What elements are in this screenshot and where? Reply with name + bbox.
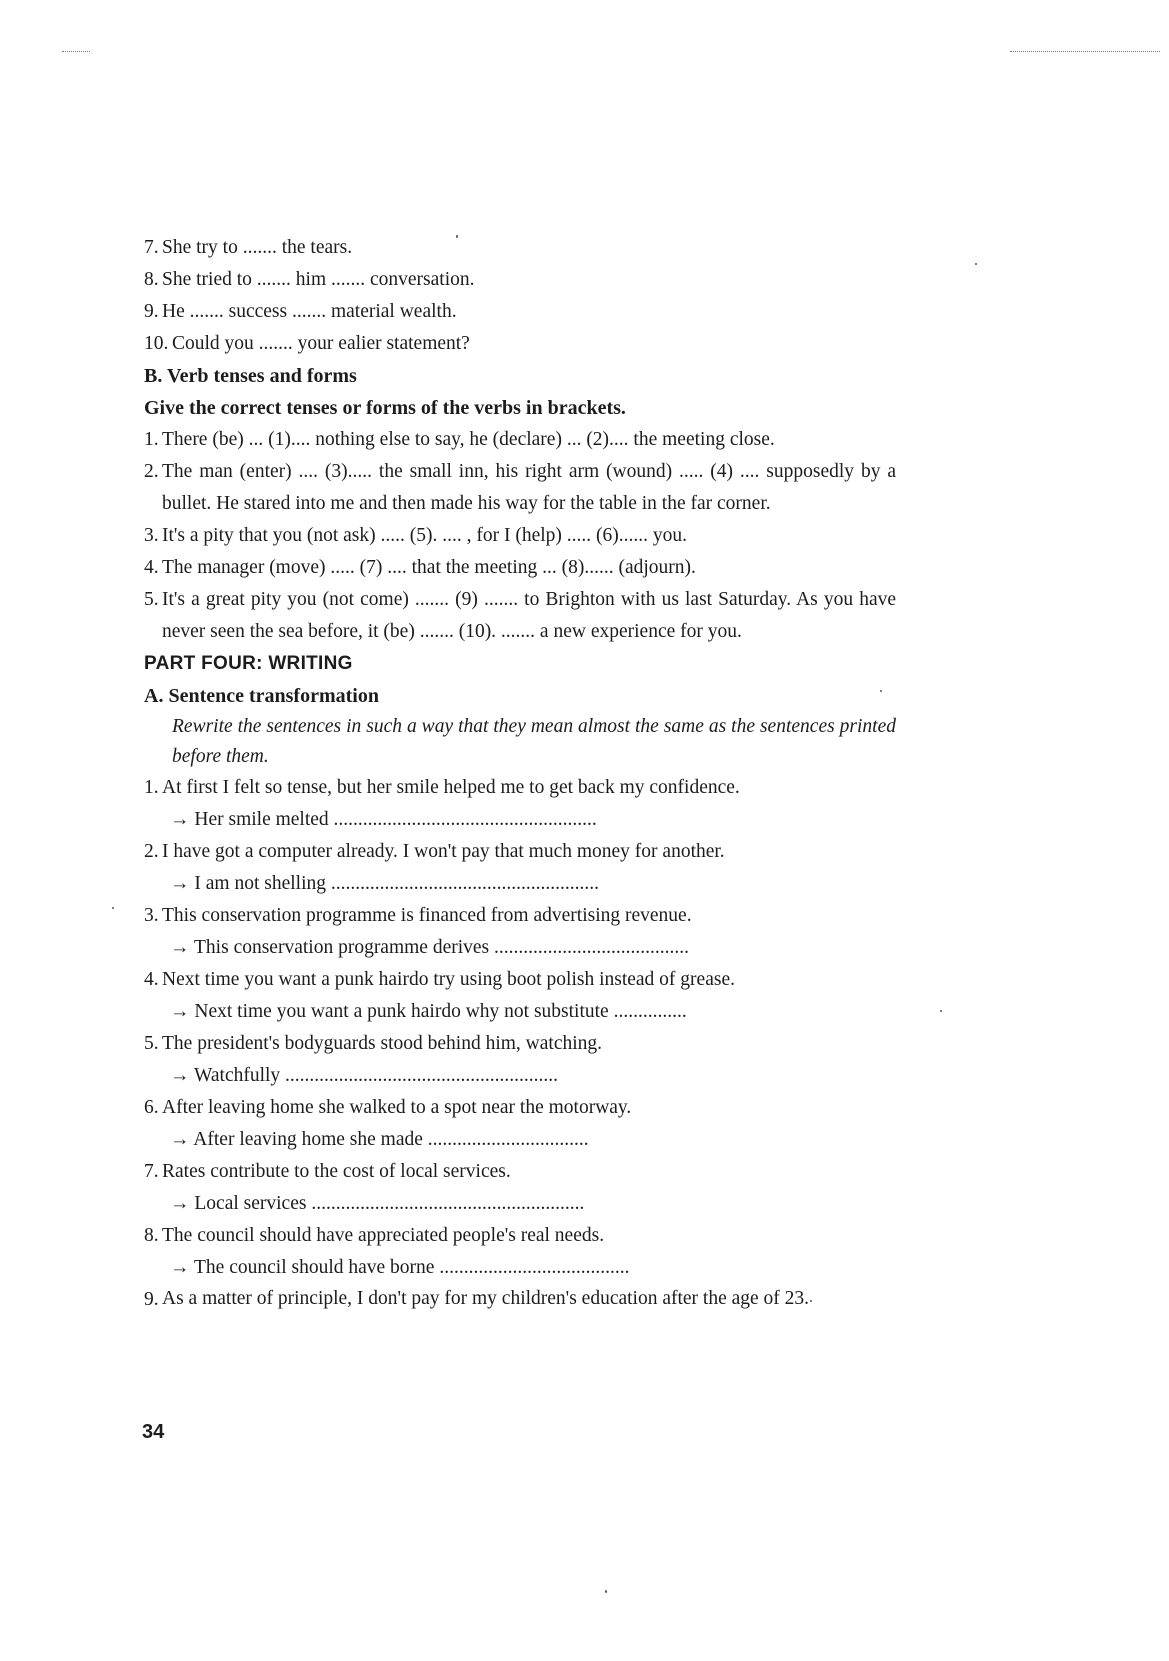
scan-artifact — [112, 907, 114, 909]
list-item: 9. He ....... success ....... material wealth. — [144, 301, 457, 322]
answer-line: → The council should have borne ....................................... — [170, 1257, 630, 1278]
list-item: 1. At first I felt so tense, but her smile helped me to get back my confidence. — [144, 777, 740, 798]
scan-artifact — [940, 1010, 942, 1012]
answer-line: → I am not shelling ....................................................... — [170, 873, 599, 894]
exercise-a-continued — [144, 232, 896, 360]
answer-line: → Her smile melted ...................................................... — [170, 809, 597, 830]
list-item: 1. There (be) ... (1).... nothing else to say, he (declare) ... (2).... the meeting close. — [144, 429, 775, 450]
section-a-instruction: Rewrite the sentences in such a way that they mean almost the same as the sentences printed before them. — [172, 716, 896, 767]
list-item: 3. This conservation programme is financed from advertising revenue. — [144, 905, 692, 926]
list-item: 10. Could you ....... your ealier statement? — [144, 333, 470, 354]
answer-line: → Watchfully ........................................................ — [170, 1065, 559, 1086]
verb-tenses-exercise — [144, 424, 896, 648]
scan-artifact — [456, 235, 458, 238]
scan-artifact — [880, 690, 882, 692]
answer-line: → Next time you want a punk hairdo why not substitute ............... — [170, 1001, 687, 1022]
section-b-heading: B. Verb tenses and forms — [144, 365, 357, 387]
list-item: 2. The man (enter) .... (3)..... the small inn, his right arm (wound) ..... (4) .... supposedly by a bullet. He stared into me and then made his way for the table in the far corner. — [144, 461, 896, 514]
list-item: 2. I have got a computer already. I won't pay that much money for another. — [144, 841, 725, 862]
list-item: 7. Rates contribute to the cost of local services. — [144, 1161, 511, 1182]
section-a-heading: A. Sentence transformation — [144, 685, 379, 707]
answer-line: → This conservation programme derives ........................................ — [170, 937, 690, 958]
list-item: 5. It's a great pity you (not come) ....... (9) ....... to Brighton with us last Saturday. As you have never seen the sea before, it (be) ....... (10). ....... a new experience for you. — [144, 589, 896, 642]
scan-artifact — [62, 51, 90, 53]
workbook-page — [144, 232, 896, 1316]
list-item: 5. The president's bodyguards stood behind him, watching. — [144, 1033, 603, 1054]
section-b-instruction: Give the correct tenses or forms of the verbs in brackets. — [144, 397, 626, 419]
scan-artifact — [975, 263, 977, 265]
page-number: 34 — [142, 1421, 165, 1443]
list-item: 9. As a matter of principle, I don't pay for my children's education after the age of 23. — [144, 1288, 810, 1310]
list-item: 4. The manager (move) ..... (7) .... that the meeting ... (8)...... (adjourn). — [144, 557, 696, 578]
list-item: 8. She tried to ....... him ....... conversation. — [144, 269, 475, 290]
answer-line: → After leaving home she made ................................. — [170, 1129, 589, 1150]
sentence-transformation-exercise — [144, 772, 896, 1316]
scan-artifact — [1010, 51, 1160, 53]
list-item: 3. It's a pity that you (not ask) ..... (5). .... , for I (help) ..... (6)...... you. — [144, 525, 688, 546]
list-item: 7. She try to ....... the tears. — [144, 237, 353, 258]
list-item: 8. The council should have appreciated people's real needs. — [144, 1225, 605, 1246]
scan-artifact — [605, 1590, 607, 1593]
list-item: 4. Next time you want a punk hairdo try using boot polish instead of grease. — [144, 969, 735, 990]
list-item: 6. After leaving home she walked to a spot near the motorway. — [144, 1097, 632, 1118]
part-four-heading: PART FOUR: WRITING — [144, 653, 353, 674]
answer-line: → Local services ........................................................ — [170, 1193, 585, 1214]
scan-artifact — [810, 1300, 812, 1302]
